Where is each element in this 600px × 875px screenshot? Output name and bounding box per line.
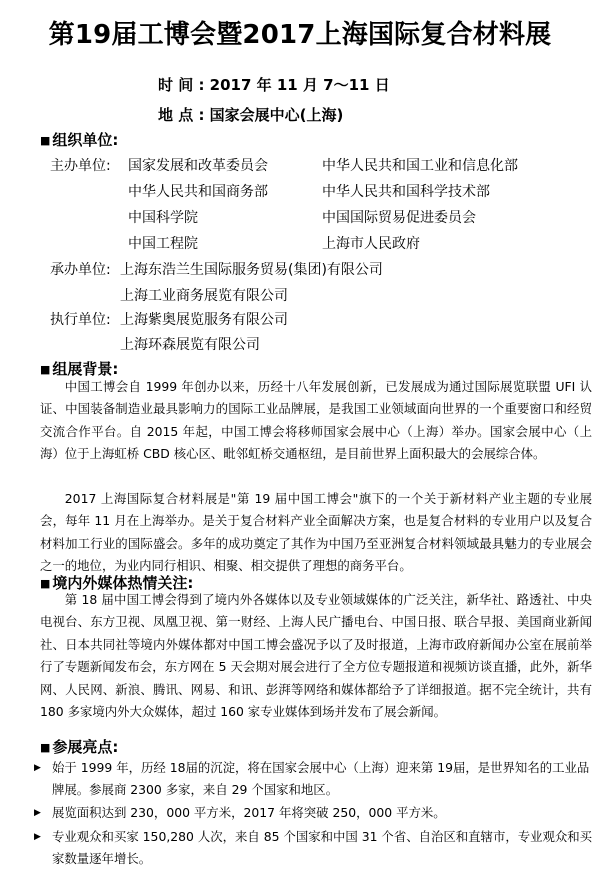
background-paragraph: 中国工博会自 1999 年创办以来，历经十八年发展创新，已发展成为通过国际展览联盟 UFI 认证、中国装备制造业最具影响力的国际工业品牌展，是我国工业领域面向世界的一个重要窗口和经贸交流合作平台。自 2015 年起，中国工博会将移师国家会展中心（上海）举办。国家会展中心（上海）位于上海虹桥 CBD 核心区、毗邻虹桥交通枢纽，是目前世界上面积最大的会展综合体。 bbox=[40, 379, 592, 462]
highlight-text: 始于 1999 年，历经 18届的沉淀，将在国家会展中心（上海）迎来第 19届，是世界知名的工业品牌展。参展商 2300 多家，来自 29 个国家和地区。 bbox=[52, 760, 590, 798]
media-heading-text: 境内外媒体热情关注: bbox=[52, 574, 194, 592]
host-item: 中华人民共和国科学技术部 bbox=[322, 184, 490, 200]
event-location: 地 点 : 国家会展中心(上海) bbox=[158, 106, 344, 124]
right-triangle-icon: ▶ bbox=[34, 832, 41, 842]
highlights-heading-text: 参展亮点: bbox=[52, 738, 119, 756]
highlights-section-heading bbox=[40, 736, 118, 757]
highlight-item bbox=[34, 802, 594, 824]
org-section-heading bbox=[40, 129, 118, 150]
media-paragraph: 第 18 届中国工博会得到了境内外各媒体以及专业领域媒体的广泛关注，新华社、路透社、中央电视台、东方卫视、凤凰卫视、第一财经、上海人民广播电台、中国日报、联合早报、美国商业新闻社、日本共同社等境内外媒体都对中国工博会盛况予以了及时报道，上海市政府新闻办公室在展前举行了专题新闻发布会，东方网在 5 天会期对展会进行了全方位专题报道和视频访谈直播，此外，新华网、人民网、新浪、腾讯、网易、和讯、彭湃等网络和媒体都给予了详细报道。据不完全统计，共有 180 多家境内外大众媒体，超过 160 家专业媒体到场并发布了展会新闻。 bbox=[40, 592, 592, 720]
host-label: 主办单位: bbox=[50, 158, 111, 174]
organizer-label: 承办单位: bbox=[50, 262, 111, 278]
host-item: 上海市人民政府 bbox=[322, 236, 420, 252]
highlight-text: 展览面积达到 230，000 平方米，2017 年将突破 250，000 平方米。 bbox=[52, 805, 446, 820]
black-square-icon: ■ bbox=[40, 577, 51, 590]
highlight-text: 专业观众和买家 150,280 人次，来自 85 个国家和中国 31 个省、自治区和直辖市，专业观众和买家数量逐年增长。 bbox=[52, 829, 593, 867]
organizer-item: 上海东浩兰生国际服务贸易(集团)有限公司 bbox=[120, 262, 383, 278]
host-item: 中国工程院 bbox=[128, 236, 198, 252]
background-heading-text: 组展背景: bbox=[52, 360, 119, 378]
host-item: 国家发展和改革委员会 bbox=[128, 158, 268, 174]
org-heading-text: 组织单位: bbox=[52, 131, 119, 149]
executor-item: 上海环森展览有限公司 bbox=[120, 337, 260, 353]
highlight-item bbox=[34, 826, 594, 871]
organizer-item: 上海工业商务展览有限公司 bbox=[120, 288, 288, 304]
black-square-icon: ■ bbox=[40, 741, 51, 754]
highlight-item bbox=[34, 757, 594, 802]
host-item: 中华人民共和国商务部 bbox=[128, 184, 268, 200]
host-item: 中国科学院 bbox=[128, 210, 198, 226]
executor-item: 上海紫奥展览服务有限公司 bbox=[120, 312, 288, 328]
black-square-icon: ■ bbox=[40, 363, 51, 376]
host-item: 中国国际贸易促进委员会 bbox=[322, 210, 476, 226]
background-paragraph: 2017 上海国际复合材料展是"第 19 届中国工博会"旗下的一个关于新材料产业主题的专业展会，每年 11 月在上海举办。是关于复合材料产业全面解决方案，也是复合材料的专业用户以及复合材料加工行业的国际盛会。多年的成功奠定了其作为中国乃至亚洲复合材料领域最具魅力的专业展会之一的地位，为业内同行相识、相聚、相交提供了理想的商务平台。 bbox=[40, 491, 592, 574]
event-time: 时 间 : 2017 年 11 月 7～11 日 bbox=[158, 76, 390, 94]
right-triangle-icon: ▶ bbox=[34, 808, 41, 818]
host-item: 中华人民共和国工业和信息化部 bbox=[322, 158, 518, 174]
page-title: 第19届工博会暨2017上海国际复合材料展 bbox=[48, 20, 552, 50]
executor-label: 执行单位: bbox=[50, 312, 111, 328]
black-square-icon: ■ bbox=[40, 134, 51, 147]
right-triangle-icon: ▶ bbox=[34, 763, 41, 773]
